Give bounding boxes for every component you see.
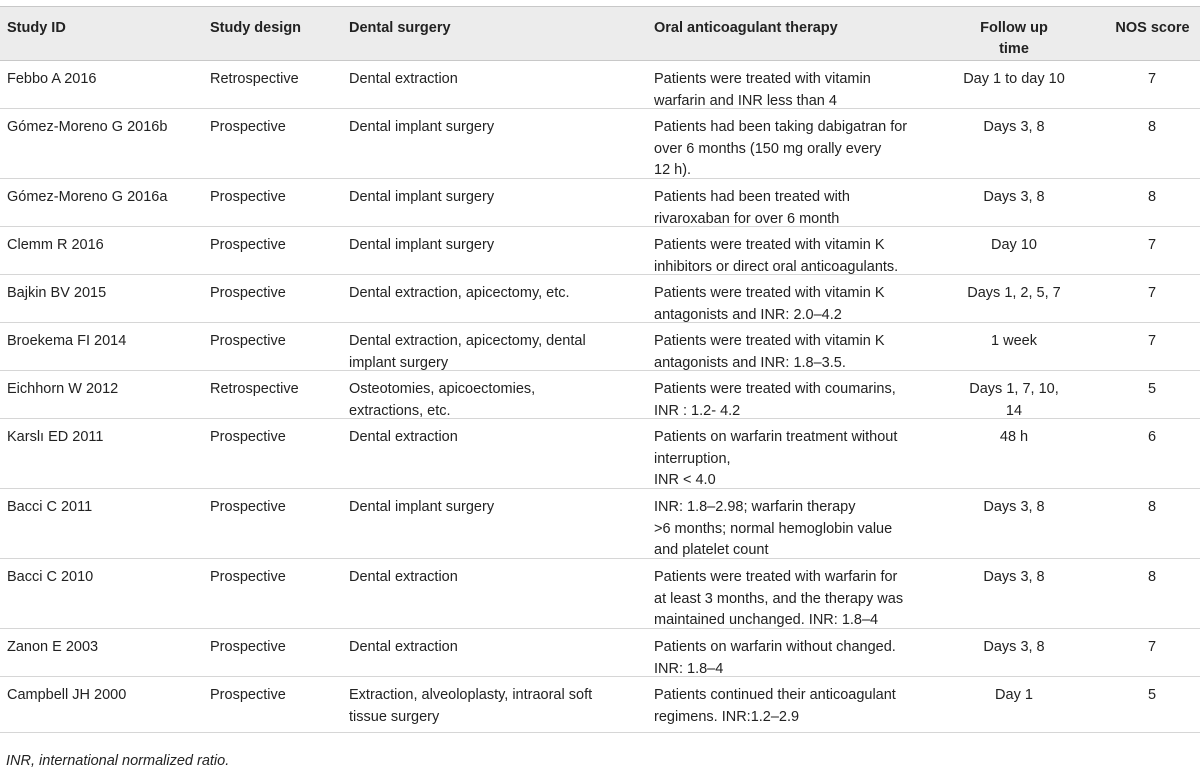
- header-nos-score: NOS score: [1115, 20, 1190, 36]
- cell-nos-score: [1100, 637, 1200, 659]
- header-oral-anticoagulant-therapy: Oral anticoagulant therapy: [654, 20, 838, 36]
- cell-oral-anticoagulant-therapy-text: inhibitors or direct oral anticoagulants.: [654, 258, 899, 275]
- cell-dental-surgery-text: Osteotomies, apicoectomies,: [349, 381, 536, 397]
- studies-table: [0, 6, 1200, 733]
- cell-study-design: [210, 427, 340, 449]
- cell-oral-anticoagulant-therapy-text: >6 months; normal hemoglobin value: [654, 520, 893, 537]
- cell-study-design: [210, 69, 340, 91]
- table-row: [0, 489, 1200, 559]
- cell-dental-surgery: [349, 331, 639, 374]
- cell-dental-surgery: [349, 685, 639, 728]
- cell-nos-score: [1100, 117, 1200, 139]
- cell-follow-up-time-text: Days 3, 8: [983, 119, 1045, 135]
- cell-dental-surgery-text: Dental extraction: [349, 71, 458, 87]
- table-row: [0, 419, 1200, 489]
- cell-study-design-text: Prospective: [210, 569, 286, 585]
- cell-oral-anticoagulant-therapy-text: maintained unchanged. INR: 1.8–4: [654, 612, 879, 628]
- cell-study-id-text: Karslı ED 2011: [7, 429, 104, 445]
- cell-oral-anticoagulant-therapy-text: at least 3 months, and the therapy was: [654, 590, 904, 607]
- table-row: [0, 677, 1200, 733]
- cell-nos-score-text: 5: [1147, 687, 1157, 703]
- header-follow-up-line1: Follow up: [980, 20, 1048, 36]
- cell-study-design-text: Retrospective: [210, 71, 299, 87]
- cell-study-design: [210, 497, 340, 519]
- cell-oral-anticoagulant-therapy-text: INR: 1.8–2.98; warfarin therapy: [654, 499, 856, 515]
- cell-study-id-text: Bacci C 2010: [7, 569, 94, 585]
- cell-follow-up-time: [948, 117, 1080, 139]
- header-dental-surgery: Dental surgery: [349, 20, 451, 36]
- cell-oral-anticoagulant-therapy: [654, 283, 936, 326]
- cell-dental-surgery: [349, 283, 639, 305]
- cell-study-id: [7, 427, 202, 449]
- cell-study-design-text: Prospective: [210, 119, 286, 135]
- cell-oral-anticoagulant-therapy-text: Patients were treated with vitamin K: [654, 333, 885, 349]
- cell-study-id-text: Gómez-Moreno G 2016b: [7, 119, 168, 135]
- table-row: [0, 275, 1200, 323]
- cell-study-design: [210, 379, 340, 401]
- cell-follow-up-time-text: 14: [1005, 402, 1023, 419]
- cell-dental-surgery: [349, 117, 639, 139]
- cell-nos-score-text: 7: [1147, 237, 1157, 253]
- cell-dental-surgery: [349, 567, 639, 589]
- cell-nos-score: [1100, 69, 1200, 91]
- cell-study-design-text: Retrospective: [210, 381, 299, 397]
- cell-dental-surgery-text: Dental extraction, apicectomy, dental: [349, 333, 586, 349]
- cell-nos-score: [1100, 187, 1200, 209]
- cell-study-id: [7, 567, 202, 589]
- cell-study-id: [7, 187, 202, 209]
- cell-nos-score: [1100, 567, 1200, 589]
- cell-study-id-text: Bacci C 2011: [7, 499, 93, 515]
- cell-oral-anticoagulant-therapy-text: Patients had been treated with: [654, 189, 850, 205]
- cell-nos-score-text: 6: [1147, 429, 1157, 445]
- cell-follow-up-time-text: Days 3, 8: [983, 189, 1045, 205]
- cell-follow-up-time-text: 1 week: [991, 333, 1037, 349]
- cell-study-design: [210, 637, 340, 659]
- cell-follow-up-time: [948, 567, 1080, 589]
- cell-nos-score-text: 8: [1147, 499, 1157, 515]
- cell-oral-anticoagulant-therapy-text: and platelet count: [654, 542, 769, 558]
- cell-study-id-text: Febbo A 2016: [7, 71, 97, 87]
- cell-dental-surgery: [349, 69, 639, 91]
- cell-study-id-text: Zanon E 2003: [7, 639, 99, 655]
- cell-dental-surgery: [349, 497, 639, 519]
- cell-dental-surgery: [349, 637, 639, 659]
- cell-oral-anticoagulant-therapy-text: Patients were treated with coumarins,: [654, 381, 896, 397]
- cell-follow-up-time-text: Day 1: [995, 687, 1033, 703]
- cell-follow-up-time: [948, 497, 1080, 519]
- cell-oral-anticoagulant-therapy-text: Patients were treated with warfarin for: [654, 569, 898, 585]
- cell-dental-surgery-text: Dental implant surgery: [349, 499, 495, 515]
- cell-dental-surgery: [349, 235, 639, 257]
- table-header: [0, 6, 1200, 61]
- cell-nos-score: [1100, 235, 1200, 257]
- cell-nos-score-text: 7: [1147, 285, 1157, 301]
- table-row: [0, 109, 1200, 179]
- cell-oral-anticoagulant-therapy-text: 12 h).: [654, 162, 692, 178]
- cell-study-id: [7, 69, 202, 91]
- cell-oral-anticoagulant-therapy: [654, 331, 936, 374]
- cell-oral-anticoagulant-therapy-text: warfarin and INR less than 4: [654, 92, 837, 109]
- cell-study-design: [210, 331, 340, 353]
- table-row: [0, 179, 1200, 227]
- cell-oral-anticoagulant-therapy: [654, 497, 936, 562]
- cell-dental-surgery-text: Dental extraction: [349, 569, 458, 585]
- cell-nos-score: [1100, 283, 1200, 305]
- cell-follow-up-time-text: Days 1, 2, 5, 7: [967, 285, 1061, 301]
- cell-dental-surgery-text: extractions, etc.: [349, 402, 451, 419]
- cell-oral-anticoagulant-therapy-text: Patients were treated with vitamin K: [654, 285, 885, 301]
- cell-follow-up-time: [948, 379, 1080, 422]
- cell-study-design-text: Prospective: [210, 333, 286, 349]
- cell-nos-score-text: 8: [1147, 189, 1157, 205]
- cell-dental-surgery-text: Dental extraction: [349, 639, 458, 655]
- cell-oral-anticoagulant-therapy-text: over 6 months (150 mg orally every: [654, 140, 882, 157]
- table-row: [0, 629, 1200, 677]
- cell-study-design-text: Prospective: [210, 639, 286, 655]
- cell-dental-surgery: [349, 379, 639, 422]
- cell-nos-score: [1100, 331, 1200, 353]
- cell-nos-score-text: 5: [1147, 381, 1157, 397]
- cell-dental-surgery-text: Dental extraction, apicectomy, etc.: [349, 285, 570, 301]
- cell-dental-surgery-text: Dental implant surgery: [349, 237, 495, 253]
- cell-oral-anticoagulant-therapy-text: Patients were treated with vitamin K: [654, 237, 885, 253]
- cell-oral-anticoagulant-therapy: [654, 235, 936, 278]
- cell-follow-up-time-text: 48 h: [999, 429, 1029, 445]
- cell-dental-surgery-text: Dental implant surgery: [349, 189, 495, 205]
- cell-study-design: [210, 235, 340, 257]
- cell-oral-anticoagulant-therapy-text: Patients had been taking dabigatran for: [654, 119, 908, 135]
- cell-oral-anticoagulant-therapy: [654, 685, 936, 728]
- cell-follow-up-time-text: Days 3, 8: [983, 639, 1045, 655]
- cell-nos-score-text: 8: [1147, 569, 1157, 585]
- cell-dental-surgery: [349, 427, 639, 449]
- cell-follow-up-time: [948, 685, 1080, 707]
- cell-oral-anticoagulant-therapy: [654, 567, 936, 632]
- table-body: [0, 61, 1200, 733]
- cell-follow-up-time: [948, 283, 1080, 305]
- cell-oral-anticoagulant-therapy: [654, 69, 936, 112]
- cell-oral-anticoagulant-therapy-text: Patients continued their anticoagulant: [654, 687, 896, 703]
- cell-oral-anticoagulant-therapy: [654, 117, 936, 182]
- cell-study-id: [7, 637, 202, 659]
- cell-oral-anticoagulant-therapy-text: Patients on warfarin without changed.: [654, 639, 896, 655]
- cell-oral-anticoagulant-therapy-text: Patients were treated with vitamin: [654, 71, 871, 87]
- cell-study-id-text: Broekema FI 2014: [7, 333, 127, 349]
- cell-follow-up-time: [948, 637, 1080, 659]
- cell-study-id: [7, 685, 202, 707]
- cell-study-design: [210, 117, 340, 139]
- cell-study-id: [7, 379, 202, 401]
- header-follow-up-time: [948, 18, 1080, 60]
- cell-study-design: [210, 567, 340, 589]
- table-row: [0, 559, 1200, 629]
- cell-follow-up-time: [948, 187, 1080, 209]
- cell-dental-surgery: [349, 187, 639, 209]
- table-row: [0, 323, 1200, 371]
- table-row: [0, 61, 1200, 109]
- cell-follow-up-time-text: Days 1, 7, 10,: [969, 381, 1059, 397]
- cell-oral-anticoagulant-therapy-text: interruption,: [654, 450, 731, 467]
- cell-study-design-text: Prospective: [210, 237, 286, 253]
- cell-study-id: [7, 331, 202, 353]
- cell-dental-surgery-text: implant surgery: [349, 354, 449, 371]
- cell-study-id-text: Eichhorn W 2012: [7, 381, 119, 397]
- cell-study-id-text: Bajkin BV 2015: [7, 285, 107, 301]
- cell-study-id: [7, 497, 202, 519]
- cell-study-design: [210, 283, 340, 305]
- cell-follow-up-time: [948, 235, 1080, 257]
- cell-nos-score: [1100, 685, 1200, 707]
- header-follow-up-line2: time: [999, 41, 1029, 57]
- cell-oral-anticoagulant-therapy-text: regimens. INR:1.2–2.9: [654, 708, 800, 725]
- cell-study-design-text: Prospective: [210, 687, 286, 703]
- cell-dental-surgery-text: Extraction, alveoloplasty, intraoral soft: [349, 687, 593, 703]
- cell-follow-up-time-text: Days 3, 8: [983, 569, 1045, 585]
- table-row: [0, 371, 1200, 419]
- cell-study-id: [7, 117, 202, 139]
- cell-follow-up-time-text: Day 10: [991, 237, 1037, 253]
- cell-oral-anticoagulant-therapy-text: INR : 1.2- 4.2: [654, 402, 741, 419]
- cell-oral-anticoagulant-therapy-text: INR < 4.0: [654, 472, 716, 488]
- cell-study-design-text: Prospective: [210, 499, 286, 515]
- cell-nos-score-text: 7: [1147, 333, 1157, 349]
- cell-study-design: [210, 685, 340, 707]
- cell-oral-anticoagulant-therapy: [654, 379, 936, 422]
- cell-nos-score: [1100, 427, 1200, 449]
- cell-oral-anticoagulant-therapy: [654, 637, 936, 680]
- table-footnote: INR, international normalized ratio.: [6, 753, 230, 769]
- cell-nos-score-text: 7: [1147, 71, 1157, 87]
- header-study-design: Study design: [210, 20, 302, 36]
- cell-dental-surgery-text: Dental extraction: [349, 429, 458, 445]
- cell-oral-anticoagulant-therapy-text: INR: 1.8–4: [654, 660, 724, 677]
- table-row: [0, 227, 1200, 275]
- cell-oral-anticoagulant-therapy-text: antagonists and INR: 1.8–3.5.: [654, 354, 846, 371]
- cell-follow-up-time: [948, 69, 1080, 91]
- cell-nos-score: [1100, 497, 1200, 519]
- cell-oral-anticoagulant-therapy-text: antagonists and INR: 2.0–4.2: [654, 306, 842, 323]
- cell-dental-surgery-text: tissue surgery: [349, 708, 440, 725]
- cell-study-id-text: Clemm R 2016: [7, 237, 104, 253]
- cell-study-design: [210, 187, 340, 209]
- cell-oral-anticoagulant-therapy: [654, 427, 936, 492]
- cell-dental-surgery-text: Dental implant surgery: [349, 119, 495, 135]
- cell-oral-anticoagulant-therapy: [654, 187, 936, 230]
- cell-nos-score-text: 8: [1147, 119, 1157, 135]
- cell-study-design-text: Prospective: [210, 285, 286, 301]
- cell-oral-anticoagulant-therapy-text: Patients on warfarin treatment without: [654, 429, 898, 445]
- cell-study-id-text: Campbell JH 2000: [7, 687, 127, 703]
- cell-follow-up-time-text: Days 3, 8: [983, 499, 1045, 515]
- cell-follow-up-time-text: Day 1 to day 10: [963, 71, 1065, 87]
- cell-study-id: [7, 283, 202, 305]
- cell-study-design-text: Prospective: [210, 429, 286, 445]
- cell-study-id: [7, 235, 202, 257]
- header-study-id: Study ID: [7, 20, 66, 36]
- cell-follow-up-time: [948, 427, 1080, 449]
- cell-follow-up-time: [948, 331, 1080, 353]
- cell-nos-score-text: 7: [1147, 639, 1157, 655]
- cell-study-id-text: Gómez-Moreno G 2016a: [7, 189, 168, 205]
- cell-oral-anticoagulant-therapy-text: rivaroxaban for over 6 month: [654, 210, 840, 227]
- cell-study-design-text: Prospective: [210, 189, 286, 205]
- cell-nos-score: [1100, 379, 1200, 401]
